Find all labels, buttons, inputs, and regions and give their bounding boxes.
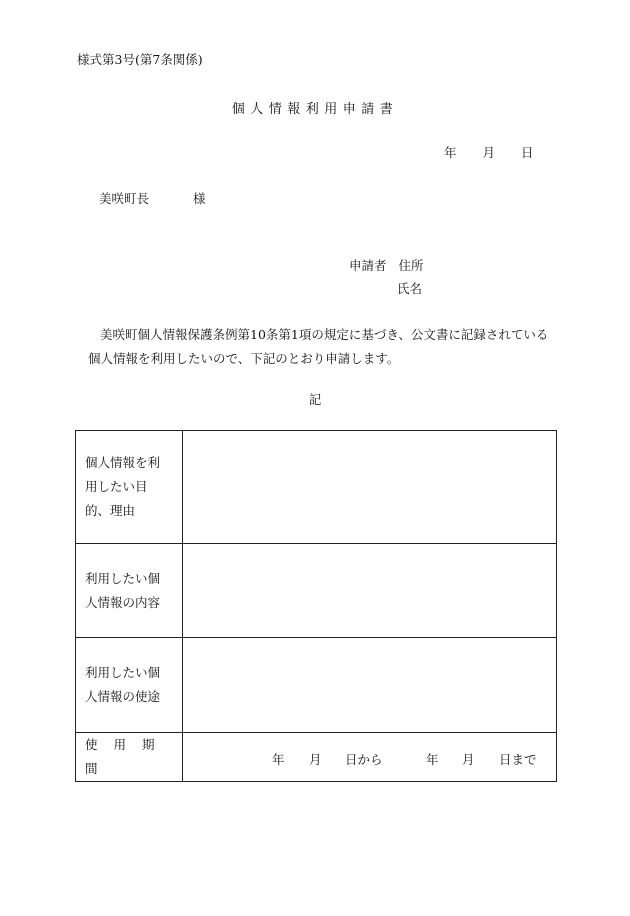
application-table — [75, 430, 557, 782]
usage-label: 利用したい個人情報の使途 — [85, 665, 161, 704]
content-field[interactable] — [183, 544, 557, 638]
period-label: 使用期間 — [85, 737, 171, 776]
request-body-text: 美咲町個人情報保護条例第10条第1項の規定に基づき、公文書に記録されている個人情報を利用したいので、下記のとおり申請します。 — [88, 327, 549, 366]
form-number: 様式第3号(第7条関係) — [77, 52, 203, 67]
date-year: 年 — [444, 145, 457, 160]
row-label-cell — [76, 544, 183, 638]
period-field[interactable] — [183, 733, 557, 782]
period-to-month: 月 — [462, 751, 475, 767]
date-line — [444, 143, 534, 161]
addressee — [99, 189, 206, 207]
purpose-label: 個人情報を利用したい目的、理由 — [85, 455, 161, 518]
ki-heading: 記 — [308, 392, 322, 407]
table-row — [76, 638, 557, 733]
applicant-name-label: 氏名 — [397, 281, 423, 296]
content-label: 利用したい個人情報の内容 — [85, 570, 161, 610]
addressee-honorific: 様 — [193, 191, 206, 206]
date-month: 月 — [482, 145, 496, 160]
row-label-cell — [76, 733, 183, 782]
period-to-year: 年 — [426, 751, 439, 767]
purpose-field[interactable] — [183, 431, 557, 544]
applicant-label: 申請者 — [349, 258, 387, 273]
period-values — [183, 734, 556, 781]
applicant-address-line — [349, 256, 424, 274]
period-from-day: 日から — [345, 751, 383, 767]
address-label: 住所 — [398, 258, 424, 273]
table-row — [76, 733, 557, 782]
row-label-cell — [76, 638, 183, 733]
period-to-day: 日まで — [499, 751, 537, 767]
table-row — [76, 431, 557, 544]
addressee-name: 美咲町長 — [99, 191, 150, 206]
period-from-month: 月 — [309, 751, 322, 767]
period-from-year: 年 — [272, 751, 285, 767]
usage-field[interactable] — [183, 638, 557, 733]
row-label-cell — [76, 431, 183, 544]
date-day: 日 — [521, 145, 534, 160]
table-row — [76, 544, 557, 638]
document-title: 個人情報利用申請書 — [231, 102, 399, 117]
